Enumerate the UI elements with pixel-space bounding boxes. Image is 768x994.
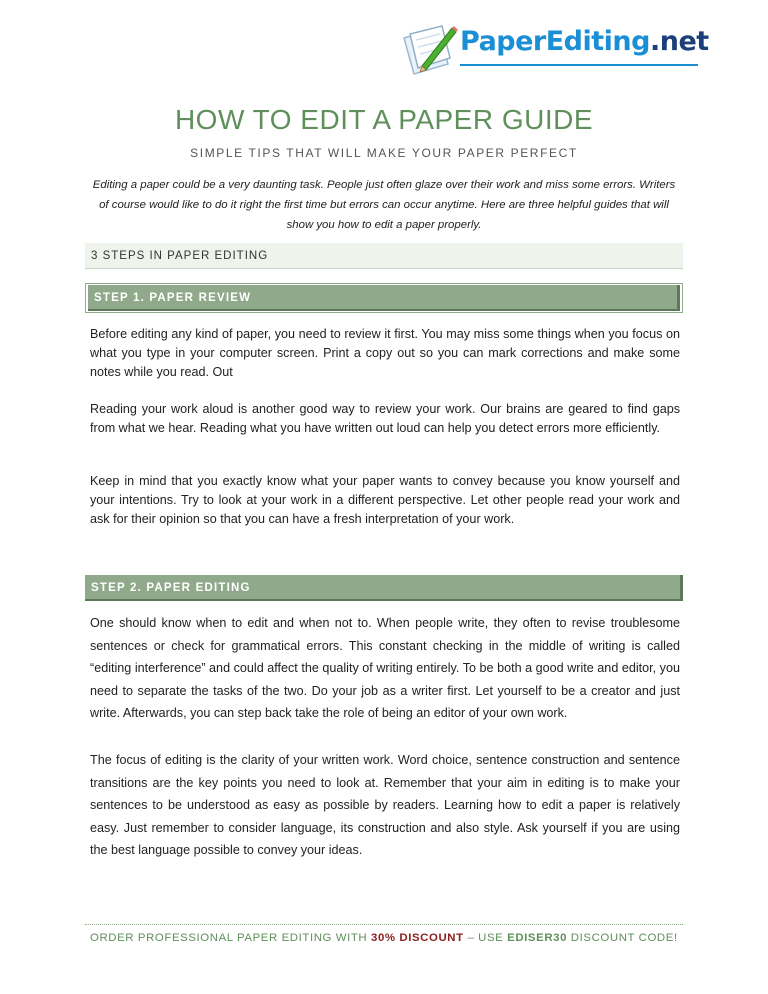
page-title: HOW TO EDIT A PAPER GUIDE bbox=[174, 104, 594, 135]
logo-underline bbox=[460, 64, 698, 66]
logo[interactable] bbox=[398, 20, 718, 84]
footer-promo bbox=[90, 932, 684, 944]
step-1-paragraph-3: Keep in mind that you exactly know what your paper wants to convey because you know yourself and your intentions. Try to look at your work in a different perspective. Let other people read your work and ask for their opinion so that you can have a fresh interpretation of your work. bbox=[90, 474, 680, 526]
footer-discount: 30% DISCOUNT bbox=[371, 932, 464, 944]
footer-code: EDISER30 bbox=[507, 932, 568, 944]
step-1-paragraph-1: Before editing any kind of paper, you need to review it first. You may miss some things when you focus on what you type in your computer screen. Print a copy out so you can mark corrections and make some notes while you read. Out bbox=[90, 327, 680, 379]
footer-divider bbox=[85, 924, 683, 925]
step-2-paragraph-2: The focus of editing is the clarity of your written work. Word choice, sentence construction and sentence transitions are the key points you need to look at. Remember that your aim in editing is to make your sentences to be understood as easy as possible by readers. Learning how to edit a paper is relatively easy. Just remember to consider language, its construction and also style. Ask yourself if you are using the best language possible to convey your ideas. bbox=[90, 753, 680, 857]
page-subtitle: SIMPLE TIPS THAT WILL MAKE YOUR PAPER PERFECT bbox=[190, 146, 578, 160]
step-1-heading: STEP 1. PAPER REVIEW bbox=[88, 285, 680, 311]
logo-text bbox=[460, 26, 709, 57]
section-header: 3 STEPS IN PAPER EDITING bbox=[85, 243, 683, 269]
step-1-paragraph-2: Reading your work aloud is another good way to review your work. Our brains are geared to find gaps from what we hear. Reading what you have written out loud can help you detect errors more efficiently. bbox=[90, 402, 680, 435]
paper-pencil-icon bbox=[398, 20, 462, 84]
intro-paragraph: Editing a paper could be a very daunting task. People just often glaze over their work and miss some errors. Writers of course would like to do it right the first time but errors can occur anytime. Here are three helpful guides that will show you how to edit a paper properly. bbox=[92, 179, 676, 231]
step-2-paragraph-1: One should know when to edit and when not to. When people write, they often to revise troublesome sentences or check for grammatical errors. This constant checking in the middle of writing is called “editing interference” and could affect the quality of writing entirely. To be both a good write and editor, you need to separate the tasks of the two. Do your job as a writer first. Let yourself to be a creator and just write. Afterwards, you can step back take the role of being an editor of your own work. bbox=[90, 616, 680, 720]
logo-tld: .net bbox=[649, 26, 709, 57]
step-2-heading: STEP 2. PAPER EDITING bbox=[85, 575, 683, 601]
logo-name: PaperEditing bbox=[460, 26, 650, 57]
footer-middle: – USE bbox=[463, 932, 508, 944]
footer-suffix: DISCOUNT CODE! bbox=[567, 932, 678, 944]
footer-prefix: ORDER PROFESSIONAL PAPER EDITING WITH bbox=[90, 932, 372, 944]
